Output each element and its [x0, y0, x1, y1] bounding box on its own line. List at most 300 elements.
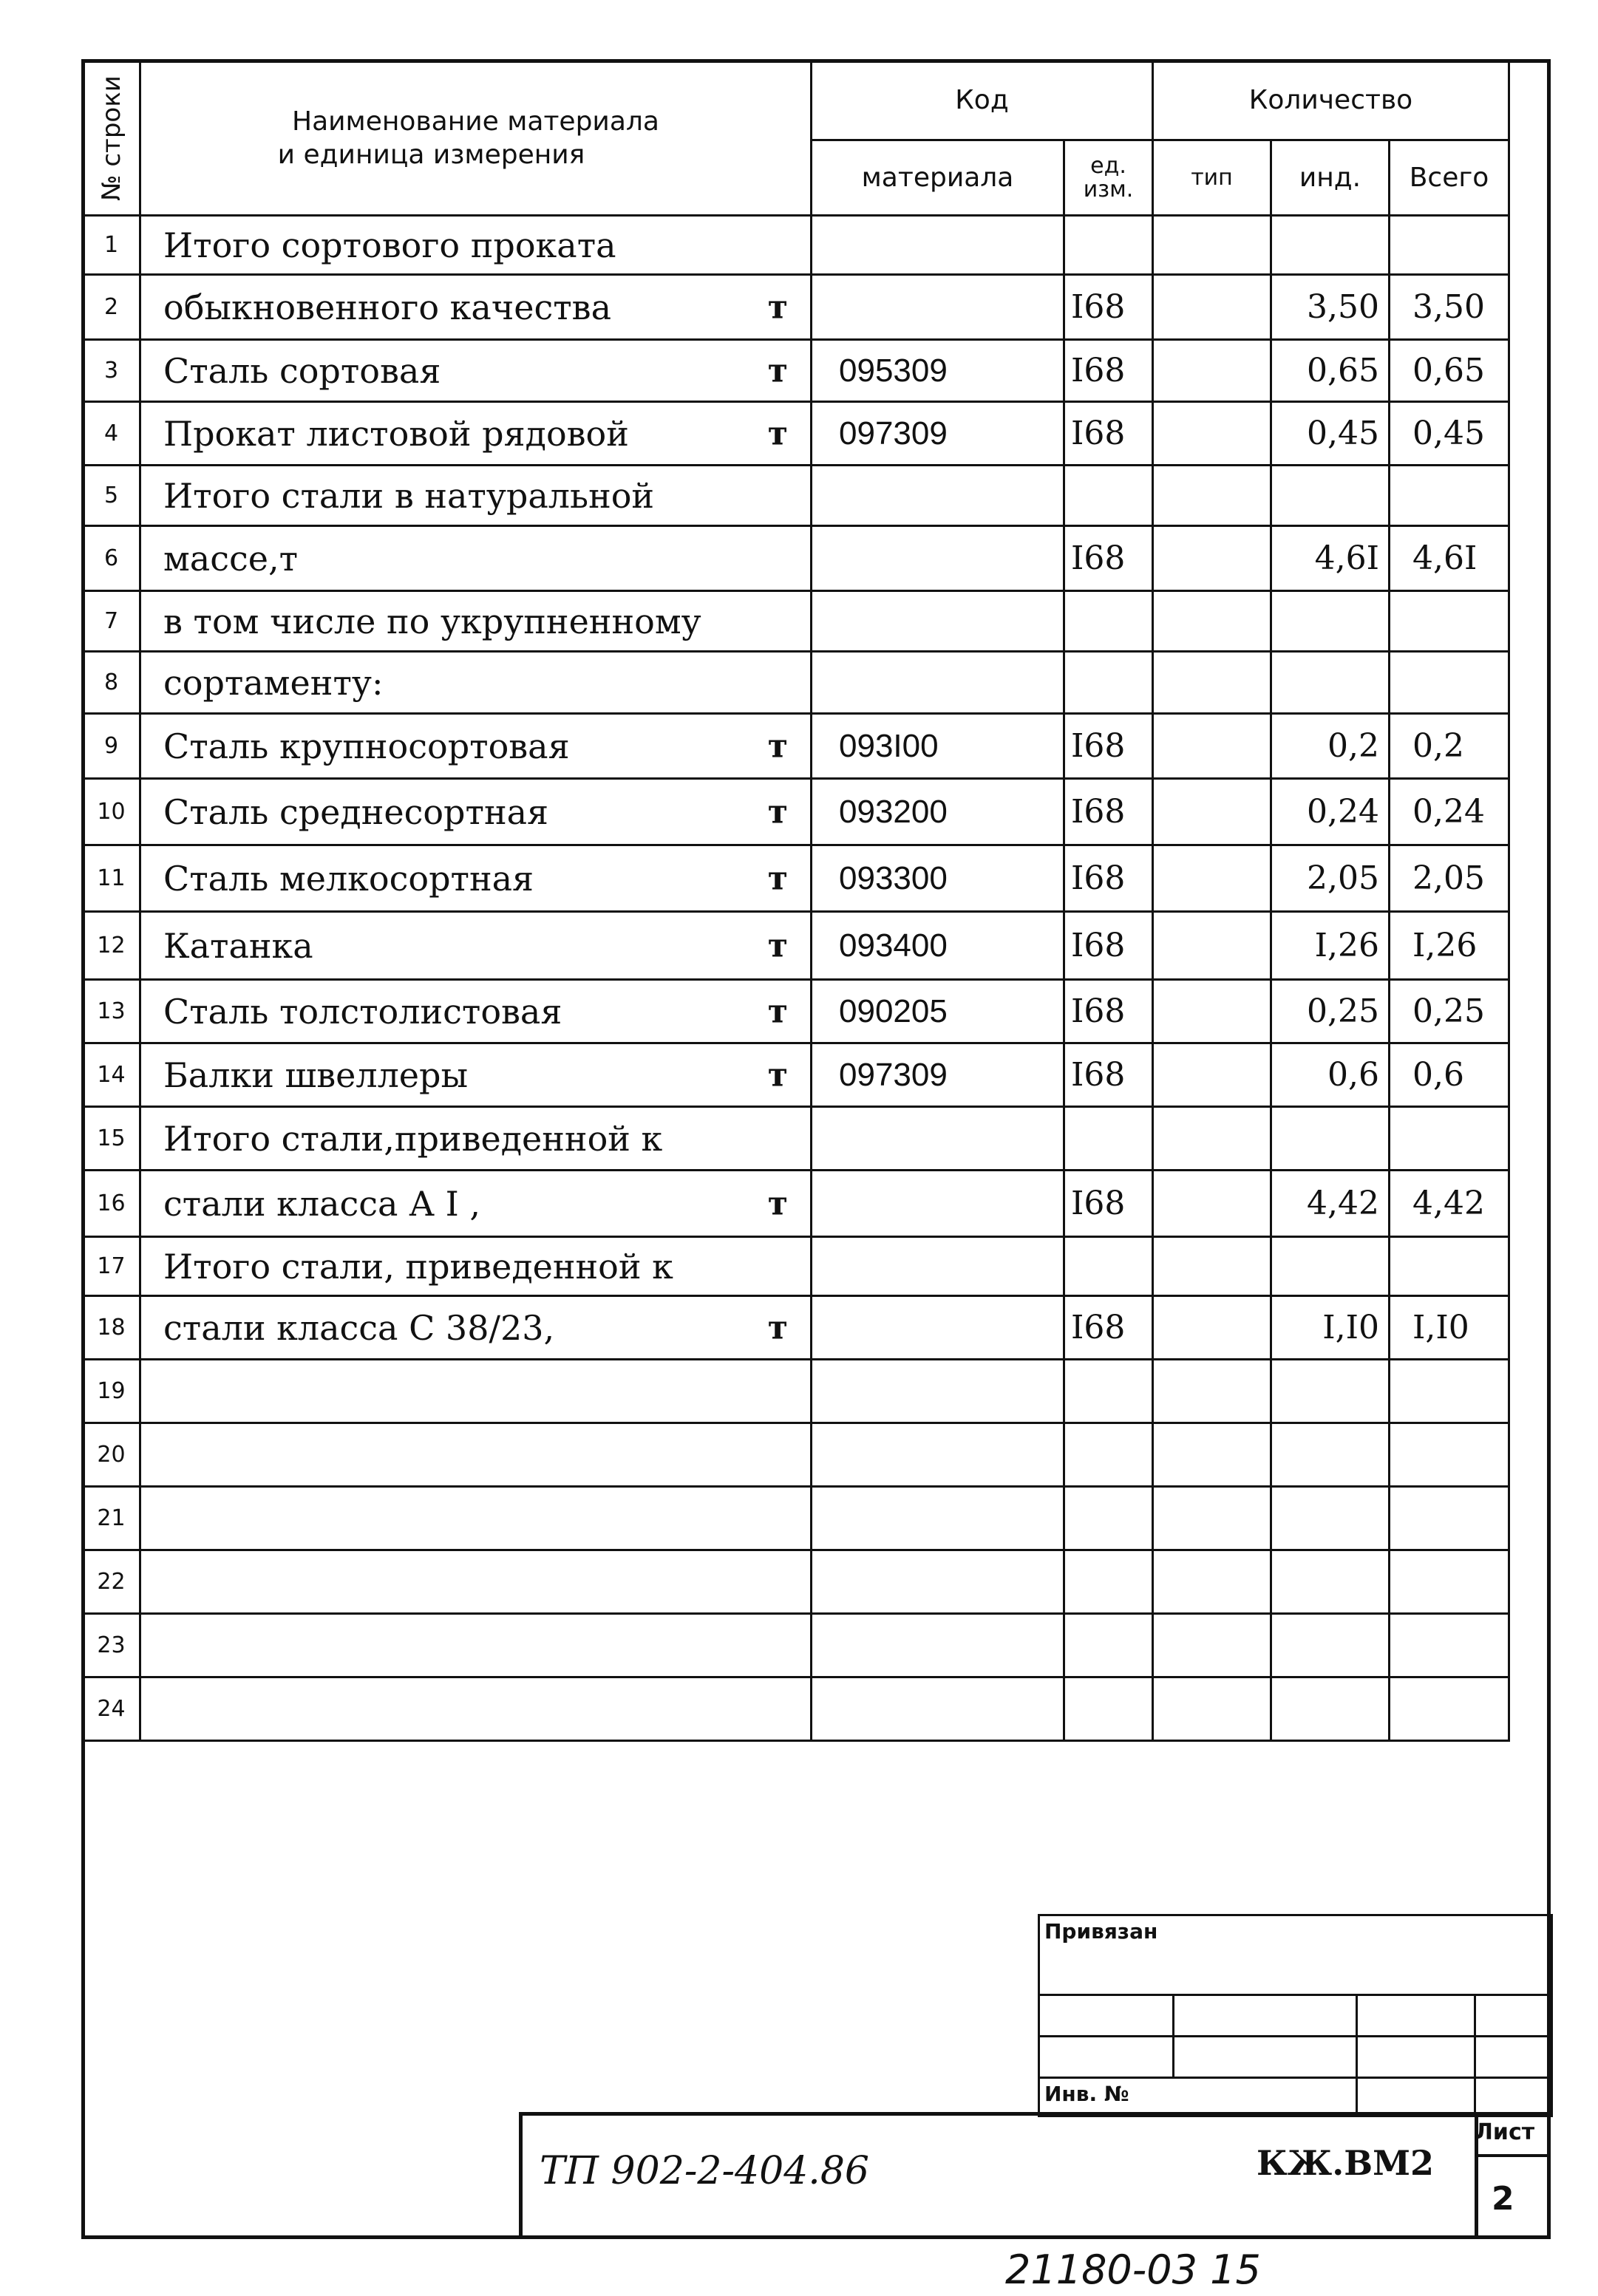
unit-marker: т	[767, 1185, 788, 1222]
unit-code	[1064, 1614, 1153, 1677]
type-qty	[1153, 526, 1271, 591]
row-number-text: 2	[103, 294, 119, 320]
unit-code	[1064, 845, 1153, 912]
material-name	[140, 980, 812, 1043]
individual-qty	[1271, 402, 1390, 466]
row-number-text: 22	[97, 1569, 126, 1595]
unit-marker: т	[767, 927, 788, 964]
unit-marker: т	[767, 859, 788, 897]
quantity-group-header: Количество	[1153, 61, 1509, 140]
individual-qty	[1271, 526, 1390, 591]
table-row	[83, 714, 1509, 779]
row-number-text: 13	[97, 998, 126, 1024]
material-name-text: Сталь мелкосортная	[163, 858, 534, 899]
total-qty-text: 2,05	[1412, 859, 1485, 897]
unit-code	[1064, 1677, 1153, 1741]
unit-code-text: I68	[1071, 539, 1126, 577]
total-qty	[1390, 779, 1509, 845]
row-number	[83, 1237, 140, 1296]
unit-code-text: I68	[1071, 288, 1126, 326]
inventory-number-label: Инв. №	[1039, 2078, 1357, 2116]
material-code	[812, 1360, 1064, 1423]
code-group-header: Код	[812, 61, 1153, 140]
material-code	[812, 591, 1064, 652]
individual-qty-text: 0,24	[1307, 793, 1379, 831]
total-qty-text: 4,42	[1412, 1185, 1485, 1222]
material-name	[140, 652, 812, 714]
material-code	[812, 402, 1064, 466]
material-name-text: Балки швеллеры	[163, 1055, 469, 1095]
row-number	[83, 714, 140, 779]
materials-table	[81, 59, 1510, 1742]
unit-code-text: I68	[1071, 1056, 1126, 1094]
table-row	[83, 1296, 1509, 1360]
sheet-number: 2	[1492, 2180, 1514, 2218]
unit-code	[1064, 1171, 1153, 1237]
material-name	[140, 845, 812, 912]
unit-marker: т	[767, 352, 788, 389]
total-qty	[1390, 402, 1509, 466]
individual-qty-text: I,I0	[1322, 1309, 1379, 1346]
table-row	[83, 980, 1509, 1043]
material-name-text: Сталь сортовая	[163, 350, 441, 391]
unit-code	[1064, 216, 1153, 275]
material-code-text: 093300	[839, 859, 948, 896]
material-name	[140, 1107, 812, 1171]
material-name	[140, 1550, 812, 1614]
total-qty	[1390, 1614, 1509, 1677]
material-code-text: 093200	[839, 793, 948, 830]
material-name	[140, 1614, 812, 1677]
material-name-text: Катанка	[163, 925, 313, 966]
type-qty	[1153, 845, 1271, 912]
individual-qty	[1271, 980, 1390, 1043]
unit-code	[1064, 1237, 1153, 1296]
table-row	[83, 779, 1509, 845]
material-name-header: Наименование материала и единица измерения	[140, 61, 812, 216]
row-number-text: 19	[97, 1378, 126, 1404]
type-qty	[1153, 912, 1271, 980]
total-qty-text: I,26	[1412, 927, 1478, 964]
table-row	[83, 402, 1509, 466]
stamp-cell	[1475, 2037, 1552, 2078]
material-name-text: Сталь толстолистовая	[163, 991, 562, 1032]
individual-qty-text: 0,25	[1307, 992, 1379, 1030]
material-code	[812, 912, 1064, 980]
material-name-text: Итого стали, приведенной к	[163, 1246, 673, 1287]
row-number-text: 1	[103, 232, 119, 258]
row-number-text: 5	[103, 483, 119, 508]
unit-marker: т	[767, 415, 788, 452]
row-number-text: 17	[97, 1253, 126, 1279]
row-number	[83, 845, 140, 912]
material-code	[812, 1237, 1064, 1296]
material-code	[812, 1487, 1064, 1550]
total-qty	[1390, 912, 1509, 980]
material-code	[812, 1107, 1064, 1171]
document-mark: КЖ.ВМ2	[1257, 2143, 1435, 2183]
individual-qty-header: инд.	[1271, 140, 1390, 216]
total-qty	[1390, 1677, 1509, 1741]
unit-code-text: I68	[1071, 793, 1126, 831]
individual-qty	[1271, 216, 1390, 275]
table-row	[83, 466, 1509, 526]
unit-code	[1064, 1296, 1153, 1360]
unit-code	[1064, 1360, 1153, 1423]
material-name-text: стали класса А I ,	[163, 1183, 480, 1224]
individual-qty	[1271, 1677, 1390, 1741]
row-number	[83, 1487, 140, 1550]
type-qty	[1153, 216, 1271, 275]
material-name-text: обыкновенного качества	[163, 287, 611, 327]
individual-qty	[1271, 466, 1390, 526]
total-qty	[1390, 216, 1509, 275]
unit-marker: т	[767, 727, 788, 765]
type-qty	[1153, 1237, 1271, 1296]
unit-code	[1064, 1423, 1153, 1487]
row-number-text: 23	[97, 1632, 126, 1658]
row-number-text: 10	[97, 799, 126, 825]
unit-code	[1064, 1107, 1153, 1171]
table-row	[83, 591, 1509, 652]
type-qty	[1153, 340, 1271, 402]
unit-code	[1064, 980, 1153, 1043]
type-qty	[1153, 1360, 1271, 1423]
row-number	[83, 1423, 140, 1487]
stamp-cell	[1174, 1995, 1357, 2037]
stamp-cell	[1039, 1995, 1174, 2037]
unit-code-header: ед. изм.	[1064, 140, 1153, 216]
unit-code-text: I68	[1071, 415, 1126, 452]
material-name-text: Прокат листовой рядовой	[163, 413, 629, 454]
table-row	[83, 1107, 1509, 1171]
table-row	[83, 1043, 1509, 1107]
individual-qty-text: 0,6	[1327, 1056, 1379, 1094]
total-qty	[1390, 340, 1509, 402]
total-qty	[1390, 1171, 1509, 1237]
row-number	[83, 591, 140, 652]
type-qty	[1153, 652, 1271, 714]
material-code	[812, 1423, 1064, 1487]
unit-code	[1064, 466, 1153, 526]
material-name	[140, 1043, 812, 1107]
total-qty	[1390, 845, 1509, 912]
unit-code	[1064, 714, 1153, 779]
individual-qty	[1271, 591, 1390, 652]
material-code	[812, 652, 1064, 714]
material-name	[140, 714, 812, 779]
total-qty-text: 0,25	[1412, 992, 1485, 1030]
total-qty-text: 0,2	[1412, 727, 1464, 765]
row-number-text: 14	[97, 1062, 126, 1088]
material-code	[812, 1296, 1064, 1360]
unit-code	[1064, 1550, 1153, 1614]
unit-marker: т	[767, 288, 788, 326]
material-name-text: Итого сортового проката	[163, 225, 616, 265]
material-code	[812, 779, 1064, 845]
unit-code	[1064, 340, 1153, 402]
row-number-text: 11	[97, 865, 126, 891]
row-number-text: 15	[97, 1125, 126, 1151]
individual-qty-text: 3,50	[1307, 288, 1379, 326]
table-row	[83, 1171, 1509, 1237]
row-number-text: 16	[97, 1190, 126, 1216]
sheet-label: Лист	[1475, 2119, 1535, 2145]
unit-code	[1064, 526, 1153, 591]
material-name	[140, 1487, 812, 1550]
unit-code	[1064, 1043, 1153, 1107]
row-number-text: 12	[97, 933, 126, 958]
material-code-text: 097309	[839, 415, 948, 452]
material-name	[140, 1171, 812, 1237]
row-number	[83, 402, 140, 466]
type-qty	[1153, 1107, 1271, 1171]
total-qty-text: 0,45	[1412, 415, 1485, 452]
material-code	[812, 1550, 1064, 1614]
row-number	[83, 1614, 140, 1677]
material-name-text: в том числе по укрупненному	[163, 601, 701, 641]
row-number	[83, 526, 140, 591]
table-row	[83, 1614, 1509, 1677]
row-number-text: 6	[103, 545, 119, 571]
unit-marker: т	[767, 793, 788, 831]
table-row	[83, 526, 1509, 591]
individual-qty	[1271, 1237, 1390, 1296]
material-name-text: Сталь крупносортовая	[163, 726, 570, 766]
unit-code	[1064, 652, 1153, 714]
unit-code-text: I68	[1071, 1309, 1126, 1346]
total-qty-text: I,I0	[1412, 1309, 1469, 1346]
individual-qty	[1271, 1614, 1390, 1677]
row-number-text: 9	[103, 733, 119, 759]
row-number	[83, 275, 140, 340]
row-number-text: 21	[97, 1505, 126, 1531]
unit-code-text: I68	[1071, 727, 1126, 765]
document-code: ТП 902-2-404.86	[540, 2149, 869, 2193]
row-number	[83, 1360, 140, 1423]
table-row	[83, 1360, 1509, 1423]
individual-qty	[1271, 714, 1390, 779]
total-qty	[1390, 466, 1509, 526]
type-qty	[1153, 1550, 1271, 1614]
total-qty	[1390, 591, 1509, 652]
unit-code-text: I68	[1071, 992, 1126, 1030]
table-row	[83, 340, 1509, 402]
material-name	[140, 1237, 812, 1296]
material-name	[140, 340, 812, 402]
type-qty	[1153, 275, 1271, 340]
material-code-text: 093400	[839, 927, 948, 964]
individual-qty-text: 4,42	[1307, 1185, 1379, 1222]
material-name-text: Сталь среднесортная	[163, 791, 549, 832]
type-qty	[1153, 1487, 1271, 1550]
unit-code	[1064, 1487, 1153, 1550]
individual-qty	[1271, 1423, 1390, 1487]
material-code-text: 090205	[839, 992, 948, 1029]
type-qty-header: тип	[1153, 140, 1271, 216]
type-qty	[1153, 714, 1271, 779]
individual-qty-text: 2,05	[1307, 859, 1379, 897]
individual-qty	[1271, 1171, 1390, 1237]
total-qty	[1390, 1550, 1509, 1614]
type-qty	[1153, 1614, 1271, 1677]
row-number	[83, 779, 140, 845]
material-name	[140, 216, 812, 275]
sheet-box-divider	[1475, 2154, 1551, 2157]
type-qty	[1153, 1423, 1271, 1487]
individual-qty	[1271, 779, 1390, 845]
stamp-cell	[1475, 2078, 1552, 2116]
total-qty	[1390, 1237, 1509, 1296]
total-qty	[1390, 1043, 1509, 1107]
stamp-cell	[1357, 2078, 1475, 2116]
total-qty-header: Всего	[1390, 140, 1509, 216]
row-number-header: № строки	[83, 61, 140, 216]
type-qty	[1153, 466, 1271, 526]
individual-qty-text: 4,6I	[1314, 539, 1379, 577]
type-qty	[1153, 1043, 1271, 1107]
table-row	[83, 912, 1509, 980]
material-code	[812, 526, 1064, 591]
unit-code-text: I68	[1071, 352, 1126, 389]
material-name-text: сортаменту:	[163, 662, 384, 703]
bound-label: Привязан	[1039, 1915, 1552, 1995]
stamp-cell	[1039, 2037, 1174, 2078]
material-name	[140, 912, 812, 980]
total-qty	[1390, 652, 1509, 714]
total-qty	[1390, 714, 1509, 779]
type-qty	[1153, 1171, 1271, 1237]
header-row-top	[83, 61, 1509, 140]
unit-code-text: I68	[1071, 1185, 1126, 1222]
total-qty-text: 0,65	[1412, 352, 1485, 389]
material-name	[140, 1423, 812, 1487]
individual-qty	[1271, 845, 1390, 912]
row-number-text: 20	[97, 1442, 126, 1468]
row-number	[83, 1550, 140, 1614]
individual-qty-text: 0,2	[1327, 727, 1379, 765]
material-code	[812, 980, 1064, 1043]
individual-qty	[1271, 652, 1390, 714]
total-qty	[1390, 1296, 1509, 1360]
material-name	[140, 275, 812, 340]
individual-qty	[1271, 1296, 1390, 1360]
type-qty	[1153, 1296, 1271, 1360]
row-number	[83, 1296, 140, 1360]
total-qty	[1390, 980, 1509, 1043]
table-row	[83, 1423, 1509, 1487]
total-qty	[1390, 1107, 1509, 1171]
individual-qty-text: 0,45	[1307, 415, 1379, 452]
row-number	[83, 652, 140, 714]
row-number	[83, 340, 140, 402]
material-code	[812, 1043, 1064, 1107]
unit-marker: т	[767, 1309, 788, 1346]
material-code-text: 093I00	[839, 727, 939, 764]
unit-code	[1064, 402, 1153, 466]
unit-marker: т	[767, 992, 788, 1030]
row-number-text: 24	[97, 1696, 126, 1722]
row-number-text: 18	[97, 1315, 126, 1341]
material-name-text: Итого стали в натуральной	[163, 475, 655, 516]
individual-qty-text: 0,65	[1307, 352, 1379, 389]
row-number-text: 8	[103, 670, 119, 695]
table-row	[83, 652, 1509, 714]
individual-qty	[1271, 1487, 1390, 1550]
total-qty-text: 4,6I	[1412, 539, 1478, 577]
type-qty	[1153, 779, 1271, 845]
unit-code	[1064, 912, 1153, 980]
type-qty	[1153, 591, 1271, 652]
row-number	[83, 1677, 140, 1741]
material-name-text: массе,т	[163, 538, 299, 579]
type-qty	[1153, 402, 1271, 466]
unit-marker: т	[767, 1056, 788, 1094]
material-code	[812, 845, 1064, 912]
individual-qty	[1271, 1107, 1390, 1171]
row-number	[83, 216, 140, 275]
material-name-text: стали класса С 38/23,	[163, 1307, 555, 1348]
table-row	[83, 1487, 1509, 1550]
material-code	[812, 1171, 1064, 1237]
individual-qty	[1271, 1043, 1390, 1107]
total-qty	[1390, 1360, 1509, 1423]
material-name	[140, 1296, 812, 1360]
archive-number: 21180-03 15	[1005, 2246, 1261, 2293]
unit-code	[1064, 779, 1153, 845]
table-row	[83, 216, 1509, 275]
material-code-header: материала	[812, 140, 1064, 216]
table-row	[83, 1677, 1509, 1741]
material-name	[140, 526, 812, 591]
material-name	[140, 1360, 812, 1423]
individual-qty	[1271, 912, 1390, 980]
stamp-cell	[1174, 2037, 1357, 2078]
material-name	[140, 779, 812, 845]
total-qty-text: 3,50	[1412, 288, 1485, 326]
material-name	[140, 402, 812, 466]
material-code	[812, 216, 1064, 275]
individual-qty	[1271, 1550, 1390, 1614]
total-qty-text: 0,6	[1412, 1056, 1464, 1094]
row-number-text: 3	[103, 358, 119, 384]
individual-qty	[1271, 275, 1390, 340]
material-name-text: Итого стали,приведенной к	[163, 1118, 663, 1159]
material-code	[812, 275, 1064, 340]
row-number	[83, 1107, 140, 1171]
type-qty	[1153, 1677, 1271, 1741]
material-code	[812, 1677, 1064, 1741]
material-code-text: 095309	[839, 352, 948, 389]
material-name	[140, 591, 812, 652]
row-number-text: 4	[103, 420, 119, 446]
total-qty	[1390, 526, 1509, 591]
total-qty	[1390, 1423, 1509, 1487]
row-number	[83, 466, 140, 526]
stamp-cell	[1475, 1995, 1552, 2037]
total-qty	[1390, 1487, 1509, 1550]
material-code-text: 097309	[839, 1056, 948, 1093]
stamp-cell	[1357, 1995, 1475, 2037]
material-name	[140, 1677, 812, 1741]
row-number	[83, 1043, 140, 1107]
binding-stamp	[1038, 1914, 1553, 2117]
row-number	[83, 980, 140, 1043]
individual-qty	[1271, 340, 1390, 402]
material-name	[140, 466, 812, 526]
unit-code-text: I68	[1071, 927, 1126, 964]
total-qty-text: 0,24	[1412, 793, 1485, 831]
